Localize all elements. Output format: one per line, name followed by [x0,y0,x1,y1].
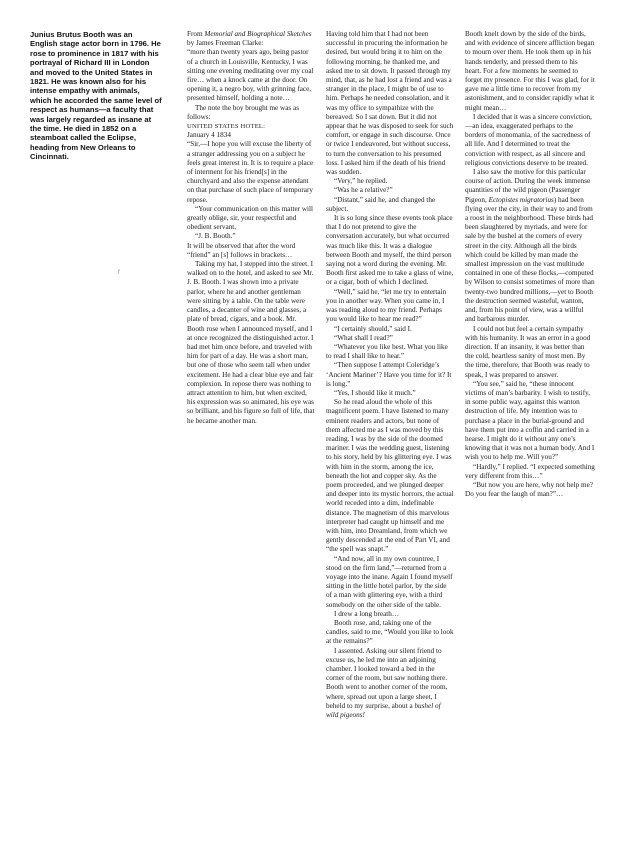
dialogue-line: “Was he a relative?” [334,186,393,195]
dialogue-line: “What shall I read?” [334,333,393,342]
stray-mark: f [118,270,120,276]
article-column-1 [187,30,315,426]
dialogue-line: “Then suppose I attempt Coleridge’s ‘Ancient Mariner’? Have you time for it? It is long.” [326,361,452,388]
dialogue-line: “Yes, I should like it much.” [334,388,416,397]
dialogue-line: “But now you are here, why not help me? Do you fear the laugh of man?”… [465,480,593,499]
dialogue-line: “Distant,” said he, and changed the subject. [326,195,436,213]
paragraph: The note the boy brought me was as follows: [187,103,299,121]
paragraph: I drew a long breath… [334,609,400,618]
letter-date: January 4 1834 [187,131,231,140]
dialogue-line: “Hardly,” I replied. “I expected something very different from this…” [465,462,595,480]
paragraph: I assented. Asking our silent friend to excuse us, he led me into an adjoining chamber. I looked toward a bed in the corner of the room, but saw nothing there. Booth went to another corner of the room, where, spread out upon a large sheet, I beheld to my surprise, about a bushel of wild pigeons! [326,646,448,720]
sidebar-intro [30,30,162,162]
sidebar-text: Junius Brutus Booth was an English stage actor born in 1796. He rose to prominence in 1817 with his portrayal of Richard III in London and moved to the United States in 1821. He was known also for his intense empathy with animals, which he accorded the same level of respect as humans—a faculty that was largely regarded as insane at the time. He died in 1852 on a steamboat called the Eclipse, heading from New Orleans to Cincinnati. [30,30,162,162]
letter-body: “Sir,—I hope you will excuse the liberty of a stranger addressing you on a subject he feels great interest in. It is to require a place of interment for his friend[s] in the churchyard and also the expense attendant on that purchase of such place of temporary repose. [187,140,314,204]
quote-opening: “more than twenty years ago, being pastor of a church in Louisville, Kentucky, I was sitting one evening meditating over my coal fire… when a knock came at the door. On opening it, a negro boy, with grinning face, presented himself, holding a note… [187,48,314,103]
paragraph: It will be observed that after the word “friend” an [s] follows in brackets… [187,241,296,259]
dialogue-line: “Whatever you like best. What you like to read I shall like to hear.” [326,342,448,361]
paragraph: I also saw the motive for this particular course of action. During the week immense quantities of the wild pigeon (Passenger Pigeon, Ectopistes migratorius) had been flying over the city, in their way to and from a roost in the neighborhood. These birds had been slaughtered by myriads, and were for sale by the bushel at the corners of every street in the city. Although all the birds which could be killed by man made the smallest impression on the vast multitude contained in one of these flocks,—computed by Wilson to consist sometimes of more than twenty-two hundred millions,—yet to Booth the destruction seemed wasteful, wanton, and, from his point of view, was a willful and barbarous murder. [465,168,595,324]
paragraph: Having told him that I had not been successful in procuring the information he desired, but would bring it to him on the following morning, he thanked me, and asked me to sit down. It passed through my mind, that, as he had lost a friend and was a stranger in the place, I might be of use to him. Perhaps he needed consolation, and it was my office to sympathize with the bereaved. So I sat down. But it did not appear that he was disposed to seek for such comfort, or engage in such discourse. Once or twice I endeavored, but without success, to turn the conversation to his presumed loss. I asked him if the death of his friend was sudden. [326,30,454,177]
letter-signature: “J. B. Booth.” [195,232,236,241]
paragraph: “And now, all in my own countree, I stood on the firm land,”—returned from a voyage into the inane. Again I found myself sitting in the little hotel parlor, by the side of a man with glittering eye, with a third somebody on the other side of the table. [326,554,453,609]
article-column-2 [326,30,454,720]
paragraph: Taking my hat, I stepped into the street. I walked on to the hotel, and asked to see Mr. J. B. Booth. I was shown into a private parlor, where he and another gentleman were sitting by a table. On the table were candles, a decanter of wine and glasses, a plate of bread, cigars, and a book. Mr. Booth rose when I announced myself, and I at once recognized the distinguished actor. I had met him once before, and traveled with him for part of a day. He was a short man, but one of those who seem tall when under excitement. He had a clear blue eye and fair complexion. In repose there was nothing to attract attention to him, but when excited, his expression was so animated, his eye was so brilliant, and his figure so full of life, that he became another man. [187,260,315,425]
dialogue-line: “Well,” said he, “let me try to entertain you in another way. When you came in, I was reading aloud to my friend. Perhaps you would like to hear me read?” [326,287,447,324]
dialogue-line: “You see,” said he, “these innocent victims of man’s barbarity. I wish to testify, in some public way, against this wanton destruction of life. My intention was to purchase a place in the burial-ground and have them put into a coffin and carried in a hearse. I might do it without any one’s knowing that it was not a human body. And I wish you to help me. Will you?” [465,379,595,462]
letter-body: “Your communication on this matter will greatly oblige, sir, your respectful and obedient servant, [187,204,314,232]
source-attribution: From Memorial and Biographical Sketches by James Freeman Clarke: [187,30,312,48]
paragraph: I decided that it was a sincere conviction,—an idea, exaggerated perhaps to the borders of monomania, of the sacredness of all life. And I determined to treat the conviction with respect, as all sincere and religious convictions deserve to be treated. [465,112,592,167]
paragraph: It is so long since these events took place that I do not pretend to give the conversation accurately, but what occurred was much like this. It was a dialogue between Booth and myself, the third person saying not a word during the evening. Mr. Booth first asked me to take a glass of wine, or a cigar, both of which I declined. [326,214,454,287]
article-column-3 [465,30,595,499]
paragraph: Booth knelt down by the side of the birds, and with evidence of sincere affliction began to mourn over them. He took them up in his hands tenderly, and pressed them to his heart. For a few moments he seemed to forget my presence. For this I was glad, for it gave me a little time to recover from my astonishment, and to consider rapidly what it might mean… [465,30,595,112]
letter-address: UNITED STATES HOTEL: [187,123,266,131]
dialogue-line: “Very,” he replied. [334,177,388,186]
paragraph: So he read aloud the whole of this magnificent poem. I have listened to many eminent readers and actors, but none of them affected me as I was moved by this reading. I was by the side of the doomed mariner. I was the wedding guest, listening to his story, held by his glittering eye. I was with him in the storm, among the ice, beneath the hot and copper sky. As the poem proceeded, and we plunged deeper and deeper into its mystic horrors, the actual world receded into a dim, indefinable distance. The magnetism of this marvelous interpreter had caught up himself and me with him, into Dreamland, from which we gently descended at the end of Part VI, and “the spell was snapt.” [326,398,454,554]
paragraph: I could not but feel a certain sympathy with his humanity. It was an error in a good direction. If an insanity, it was better than the cold, heartless sanity of most men. By the time, therefore, that Booth was ready to speak, I was prepared to answer. [465,324,591,379]
paragraph: Booth rose, and, taking one of the candles, said to me, “Would you like to look at the remains?” [326,619,454,646]
dialogue-line: “I certainly should,” said I. [334,324,412,333]
